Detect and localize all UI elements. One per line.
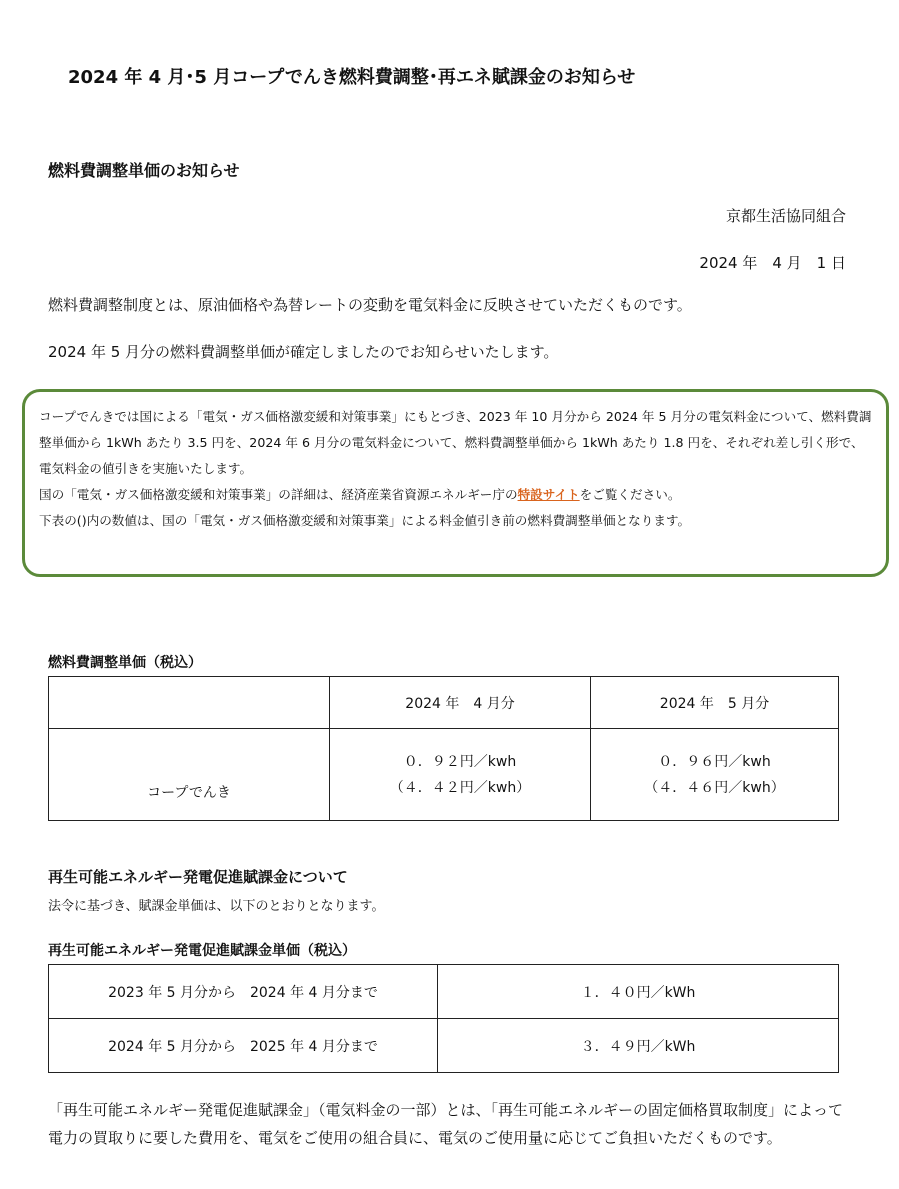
renewable-levy-table [48,964,839,1073]
special-site-link[interactable]: 特設サイト [517,487,580,502]
april-rate-cell [330,729,591,821]
special-site-text [39,482,874,508]
may-rate-pre-discount: （４．４６円／kwh） [644,779,785,796]
table-note-text: 下表の()内の数値は、国の「電気・ガス価格激変緩和対策事業」による料金値引き前の燃料費調整単価となります。 [39,513,691,528]
levy-period: 2024 年 5 月分から 2025 年 4 月分まで [49,1019,438,1073]
confirmation-text: 2024 年 5 月分の燃料費調整単価が確定しましたのでお知らせいたします。 [48,343,559,361]
table-header-april: 2024 年 4 月分 [330,677,591,729]
fuel-adjustment-table [48,676,839,821]
april-rate-pre-discount: （４．４２円／kwh） [389,779,531,796]
table-header-empty [49,677,330,729]
april-rate: ０．９２円／kwh [403,753,517,770]
fuel-adjustment-heading: 燃料費調整単価のお知らせ [48,161,240,180]
subsidy-notice-text: コープでんきでは国による「電気・ガス価格激変緩和対策事業」にもとづき、2023 年 10 月分から 2024 年 5 月分の電気料金について、燃料費調整単価から 1kWh あたり 3.5 円を、2024 年 6 月分の電気料金について、燃料費調整単価から 1kWh あたり 1.8 円を、それぞれ差し引く形で、電気料金の値引きを実施いたします。 [39,409,872,476]
fuel-table-caption: 燃料費調整単価（税込） [48,655,202,671]
table-row [49,1019,839,1073]
renewable-levy-subtext: 法令に基づき、賦課金単価は、以下のとおりとなります。 [48,899,385,914]
subsidy-notice-box [22,389,889,577]
special-site-text-before: 国の「電気・ガス価格激変緩和対策事業」の詳細は、経済産業省資源エネルギー庁の [39,487,518,502]
levy-table-caption: 再生可能エネルギー発電促進賦課金単価（税込） [48,943,356,959]
levy-period: 2023 年 5 月分から 2024 年 4 月分まで [49,965,438,1019]
notice-date: 2024 年 4 月 1 日 [699,254,846,272]
renewable-levy-heading: 再生可能エネルギー発電促進賦課金について [48,868,348,886]
levy-explanation: 「再生可能エネルギー発電促進賦課金」（電気料金の一部）とは、「再生可能エネルギーの固定価格買取制度」によって電力の買取りに要した費用を、電気をご使用の組合員に、電気のご使用量に応じてご負担いただくものです。 [48,1101,844,1147]
table-row [49,729,839,821]
table-header-row [49,677,839,729]
row-label-coop-denki: コープでんき [49,729,330,821]
table-header-may: 2024 年 5 月分 [591,677,839,729]
fuel-adjustment-description: 燃料費調整制度とは、原油価格や為替レートの変動を電気料金に反映させていただくものです。 [48,296,692,314]
levy-rate: １．４０円／kWh [438,965,839,1019]
table-row [49,965,839,1019]
page-title: 2024 年 4 月･5 月コープでんき燃料費調整･再エネ賦課金のお知らせ [68,67,636,88]
may-rate: ０．９６円／kwh [658,753,771,770]
levy-rate: ３．４９円／kWh [438,1019,839,1073]
may-rate-cell [591,729,839,821]
special-site-text-after: をご覧ください。 [579,487,681,502]
organization-name: 京都生活協同組合 [725,207,846,225]
